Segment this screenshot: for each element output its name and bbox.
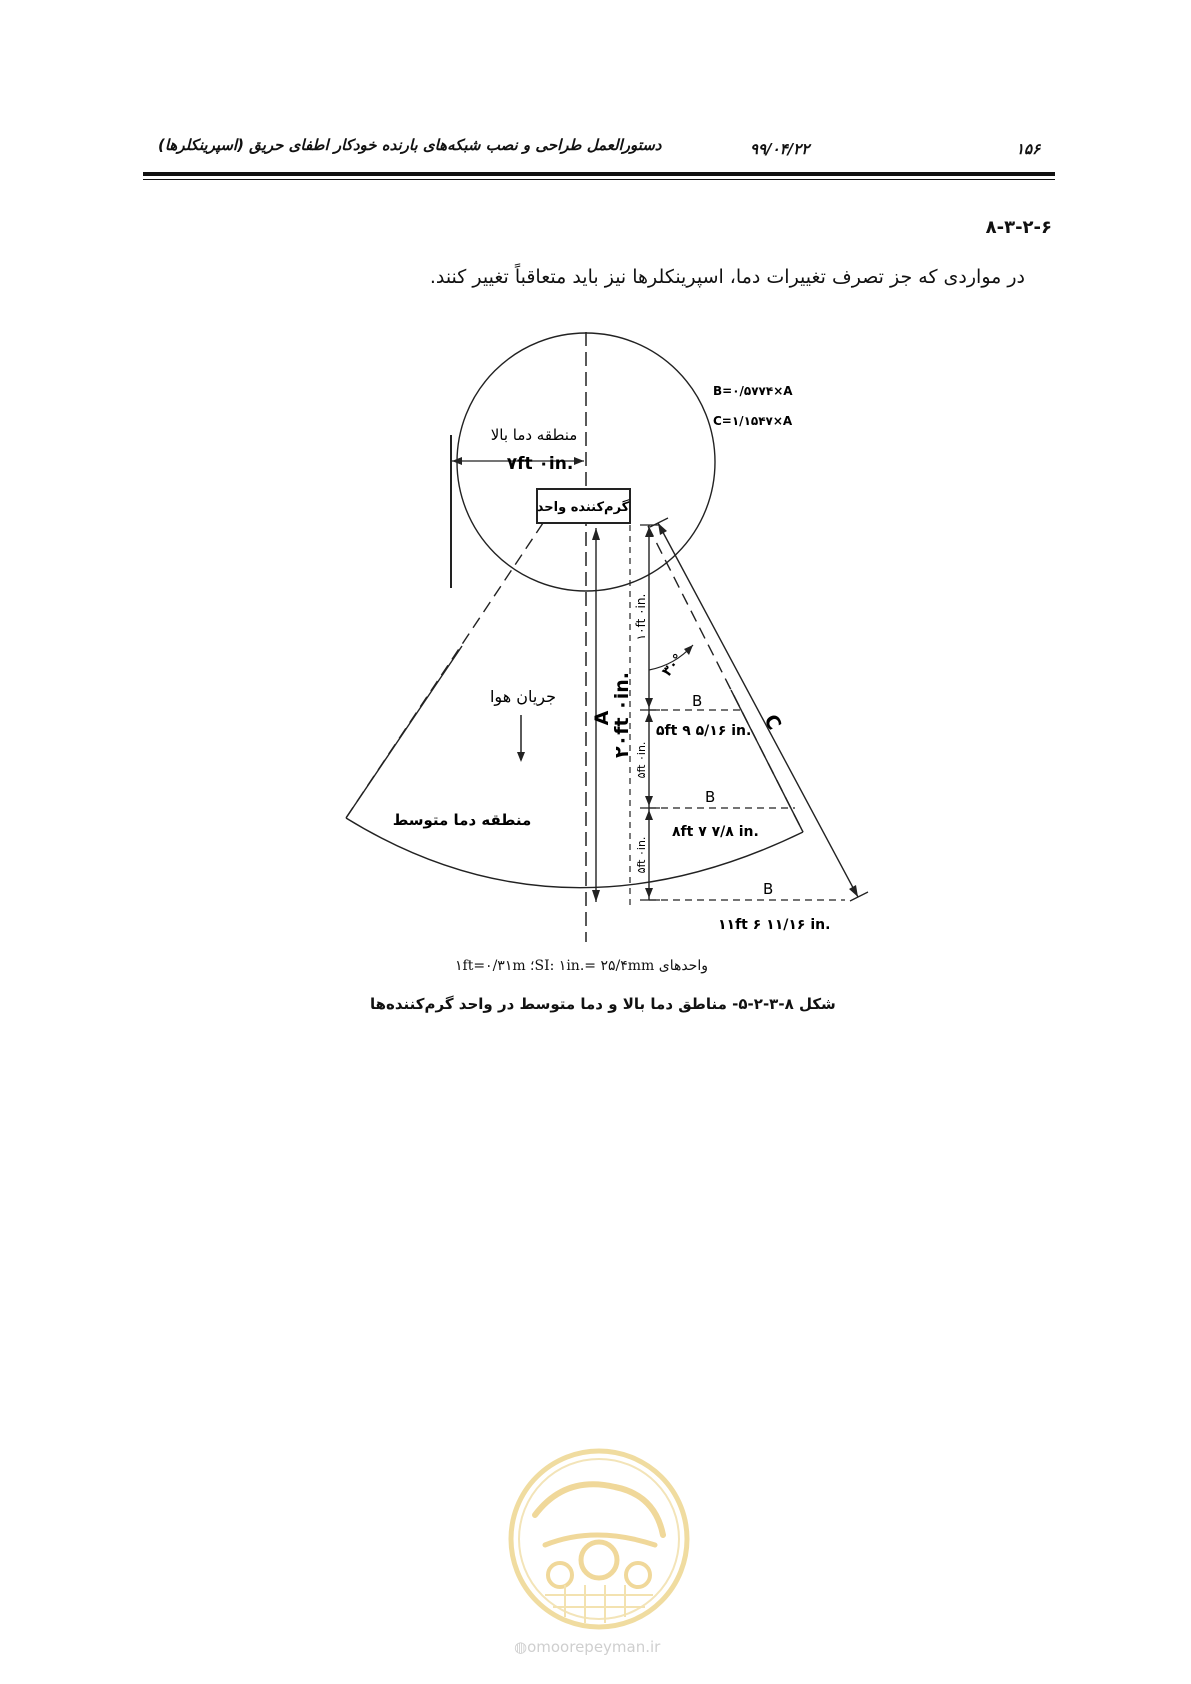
label-c: C	[759, 710, 786, 734]
label-a: A	[591, 710, 613, 726]
section-body-text: در مواردی که جز تصرف تغییرات دما، اسپرینکلرها نیز باید متعاقباً تغییر کنند.	[429, 266, 1025, 288]
label-high-temp-zone: منطقه دما بالا	[490, 426, 578, 444]
heater-zone-diagram	[330, 330, 890, 950]
label-angle: ۳۰°	[659, 651, 687, 680]
label-seg1: ۱۰ft ۰in.	[634, 593, 648, 641]
section-number: ۸-۳-۲-۶	[985, 217, 1052, 238]
page-number: ۱۵۶	[1016, 140, 1041, 158]
label-b-3: B	[763, 880, 774, 898]
globe-icon: ◍	[514, 1638, 528, 1656]
header-rule-thick	[143, 172, 1055, 176]
units-note: واحدهای SI: ۱in.= ۲۵/۴mm؛ ۱ft=۰/۳۱m	[455, 958, 708, 974]
label-b2-dim: ۸ft ۷ ۷/۸ in.	[672, 824, 759, 840]
label-seg3: ۵ft ۰in.	[635, 836, 648, 874]
header-date: ۹۹/۰۴/۲۲	[750, 140, 810, 158]
label-b-1: B	[692, 692, 703, 710]
formula-b: B=۰/۵۷۷۴×A	[713, 384, 793, 398]
label-b3-dim: ۱۱ft ۶ ۱۱/۱۶ in.	[718, 917, 831, 933]
label-radius: ۷ft ۰in.	[506, 454, 574, 474]
header-rule-thin	[143, 179, 1055, 180]
watermark-logo	[505, 1445, 693, 1633]
watermark-url: ◍omoorepeyman.ir	[514, 1638, 661, 1656]
label-heater: گرم‌کننده واحد	[536, 500, 630, 515]
formula-c: C=۱/۱۵۴۷×A	[713, 414, 793, 428]
label-mid-temp-zone: منطقه دما متوسط	[392, 811, 532, 829]
label-b1-dim: ۵ft ۹ ۵/۱۶ in.	[656, 723, 752, 739]
label-airflow: جریان هوا	[489, 687, 557, 706]
label-a-dim: ۲۰ft ۰in.	[611, 671, 633, 759]
label-b-2: B	[705, 788, 716, 806]
figure-caption: شکل ۸-۳-۲-۵- مناطق دما بالا و دما متوسط در واحد گرم‌کننده‌ها	[370, 995, 836, 1013]
header-title: دستورالعمل طراحی و نصب شبکه‌های بارنده خودکار اطفای حریق (اسپرینکلرها)	[158, 136, 662, 154]
label-seg2: ۵ft ۰in.	[635, 741, 648, 779]
